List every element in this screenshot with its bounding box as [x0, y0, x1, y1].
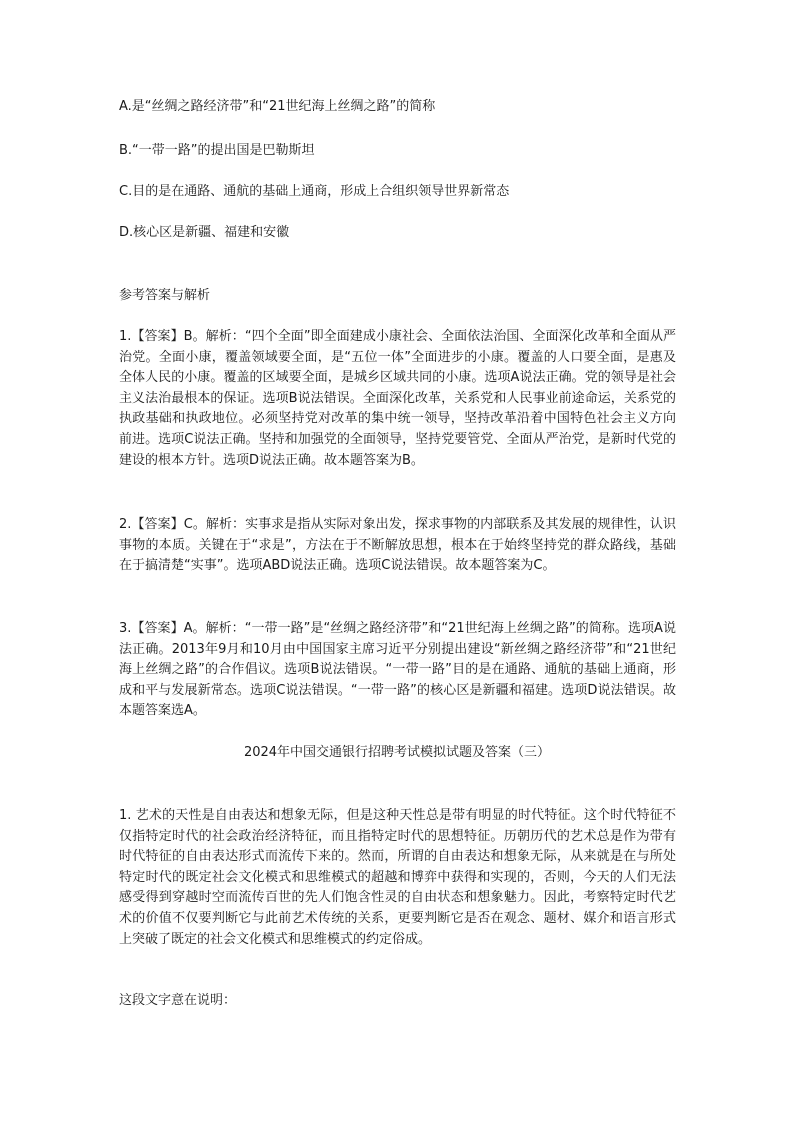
question-1-passage: 1. 艺术的天性是自由表达和想象无际，但是这种天性总是带有明显的时代特征。这个时代特征不仅指特定时代的社会政治经济特征，而且指特定时代的思想特征。历朝历代的艺术总是作为带有时代特征的自由表达形式而流传下来的。然而，所谓的自由表达和想象无际，从来就是在与所处特定时代的既定社会文化模式和思维模式的超越和博弈中获得和实现的，否则，今天的人们无法感受得到穿越时空而流传百世的先人们饱含性灵的自由状态和想象魅力。因此，考察特定时代艺术的价值不仅要判断它与此前艺术传统的关系，更要判断它是否在观念、题材、媒介和语言形式上突破了既定的社会文化模式和思维模式的约定俗成。 [119, 808, 676, 947]
answer-1: 1.【答案】B。解析：“四个全面”即全面建成小康社会、全面依法治国、全面深化改革和全面从严治党。全面小康，覆盖领域要全面，是“五位一体”全面进步的小康。覆盖的人口要全面，是惠及全体人民的小康。覆盖的区域要全面，是城乡区域共同的小康。选项A说法正确。党的领导是社会主义法治最根本的保证。选项B说法错误。全面深化改革，关系党和人民事业前途命运，关系党的执政基础和执政地位。必须坚持党对改革的集中统一领导，坚持改革沿着中国特色社会主义方向前进。选项C说法正确。坚持和加强党的全面领导，坚持党要管党、全面从严治党，是新时代党的建设的根本方针。选项D说法正确。故本题答案为B。 [119, 329, 676, 468]
option-c: C.目的是在通路、通航的基础上通商，形成上合组织领导世界新常态 [119, 184, 510, 199]
answer-2: 2.【答案】C。解析：实事求是指从实际对象出发，探求事物的内部联系及其发展的规律性，认识事物的本质。关键在于“求是”，方法在于不断解放思想，根本在于始终坚持党的群众路线，基础在于搞清楚“实事”。选项ABD说法正确。选项C说法错误。故本题答案为C。 [119, 517, 676, 574]
answer-heading: 参考答案与解析 [119, 288, 211, 303]
option-b: B.“一带一路”的提出国是巴勒斯坦 [119, 143, 315, 158]
question-prompt: 这段文字意在说明： [119, 993, 237, 1008]
option-d: D.核心区是新疆、福建和安徽 [119, 225, 290, 240]
answer-3: 3.【答案】A。解析：“一带一路”是“丝绸之路经济带”和“21世纪海上丝绸之路”的简称。选项A说法正确。2013年9月和10月由中国国家主席习近平分别提出建设“新丝绸之路经济带”和“21世纪海上丝绸之路”的合作倡议。选项B说法错误。“一带一路”目的是在通路、通航的基础上通商，形成和平与发展新常态。选项C说法错误。“一带一路”的核心区是新疆和福建。选项D说法错误。故本题答案选A。 [119, 621, 676, 719]
option-a: A.是“丝绸之路经济带”和“21世纪海上丝绸之路”的简称 [119, 99, 436, 114]
section-title: 2024年中国交通银行招聘考试模拟试题及答案（三） [243, 745, 551, 760]
